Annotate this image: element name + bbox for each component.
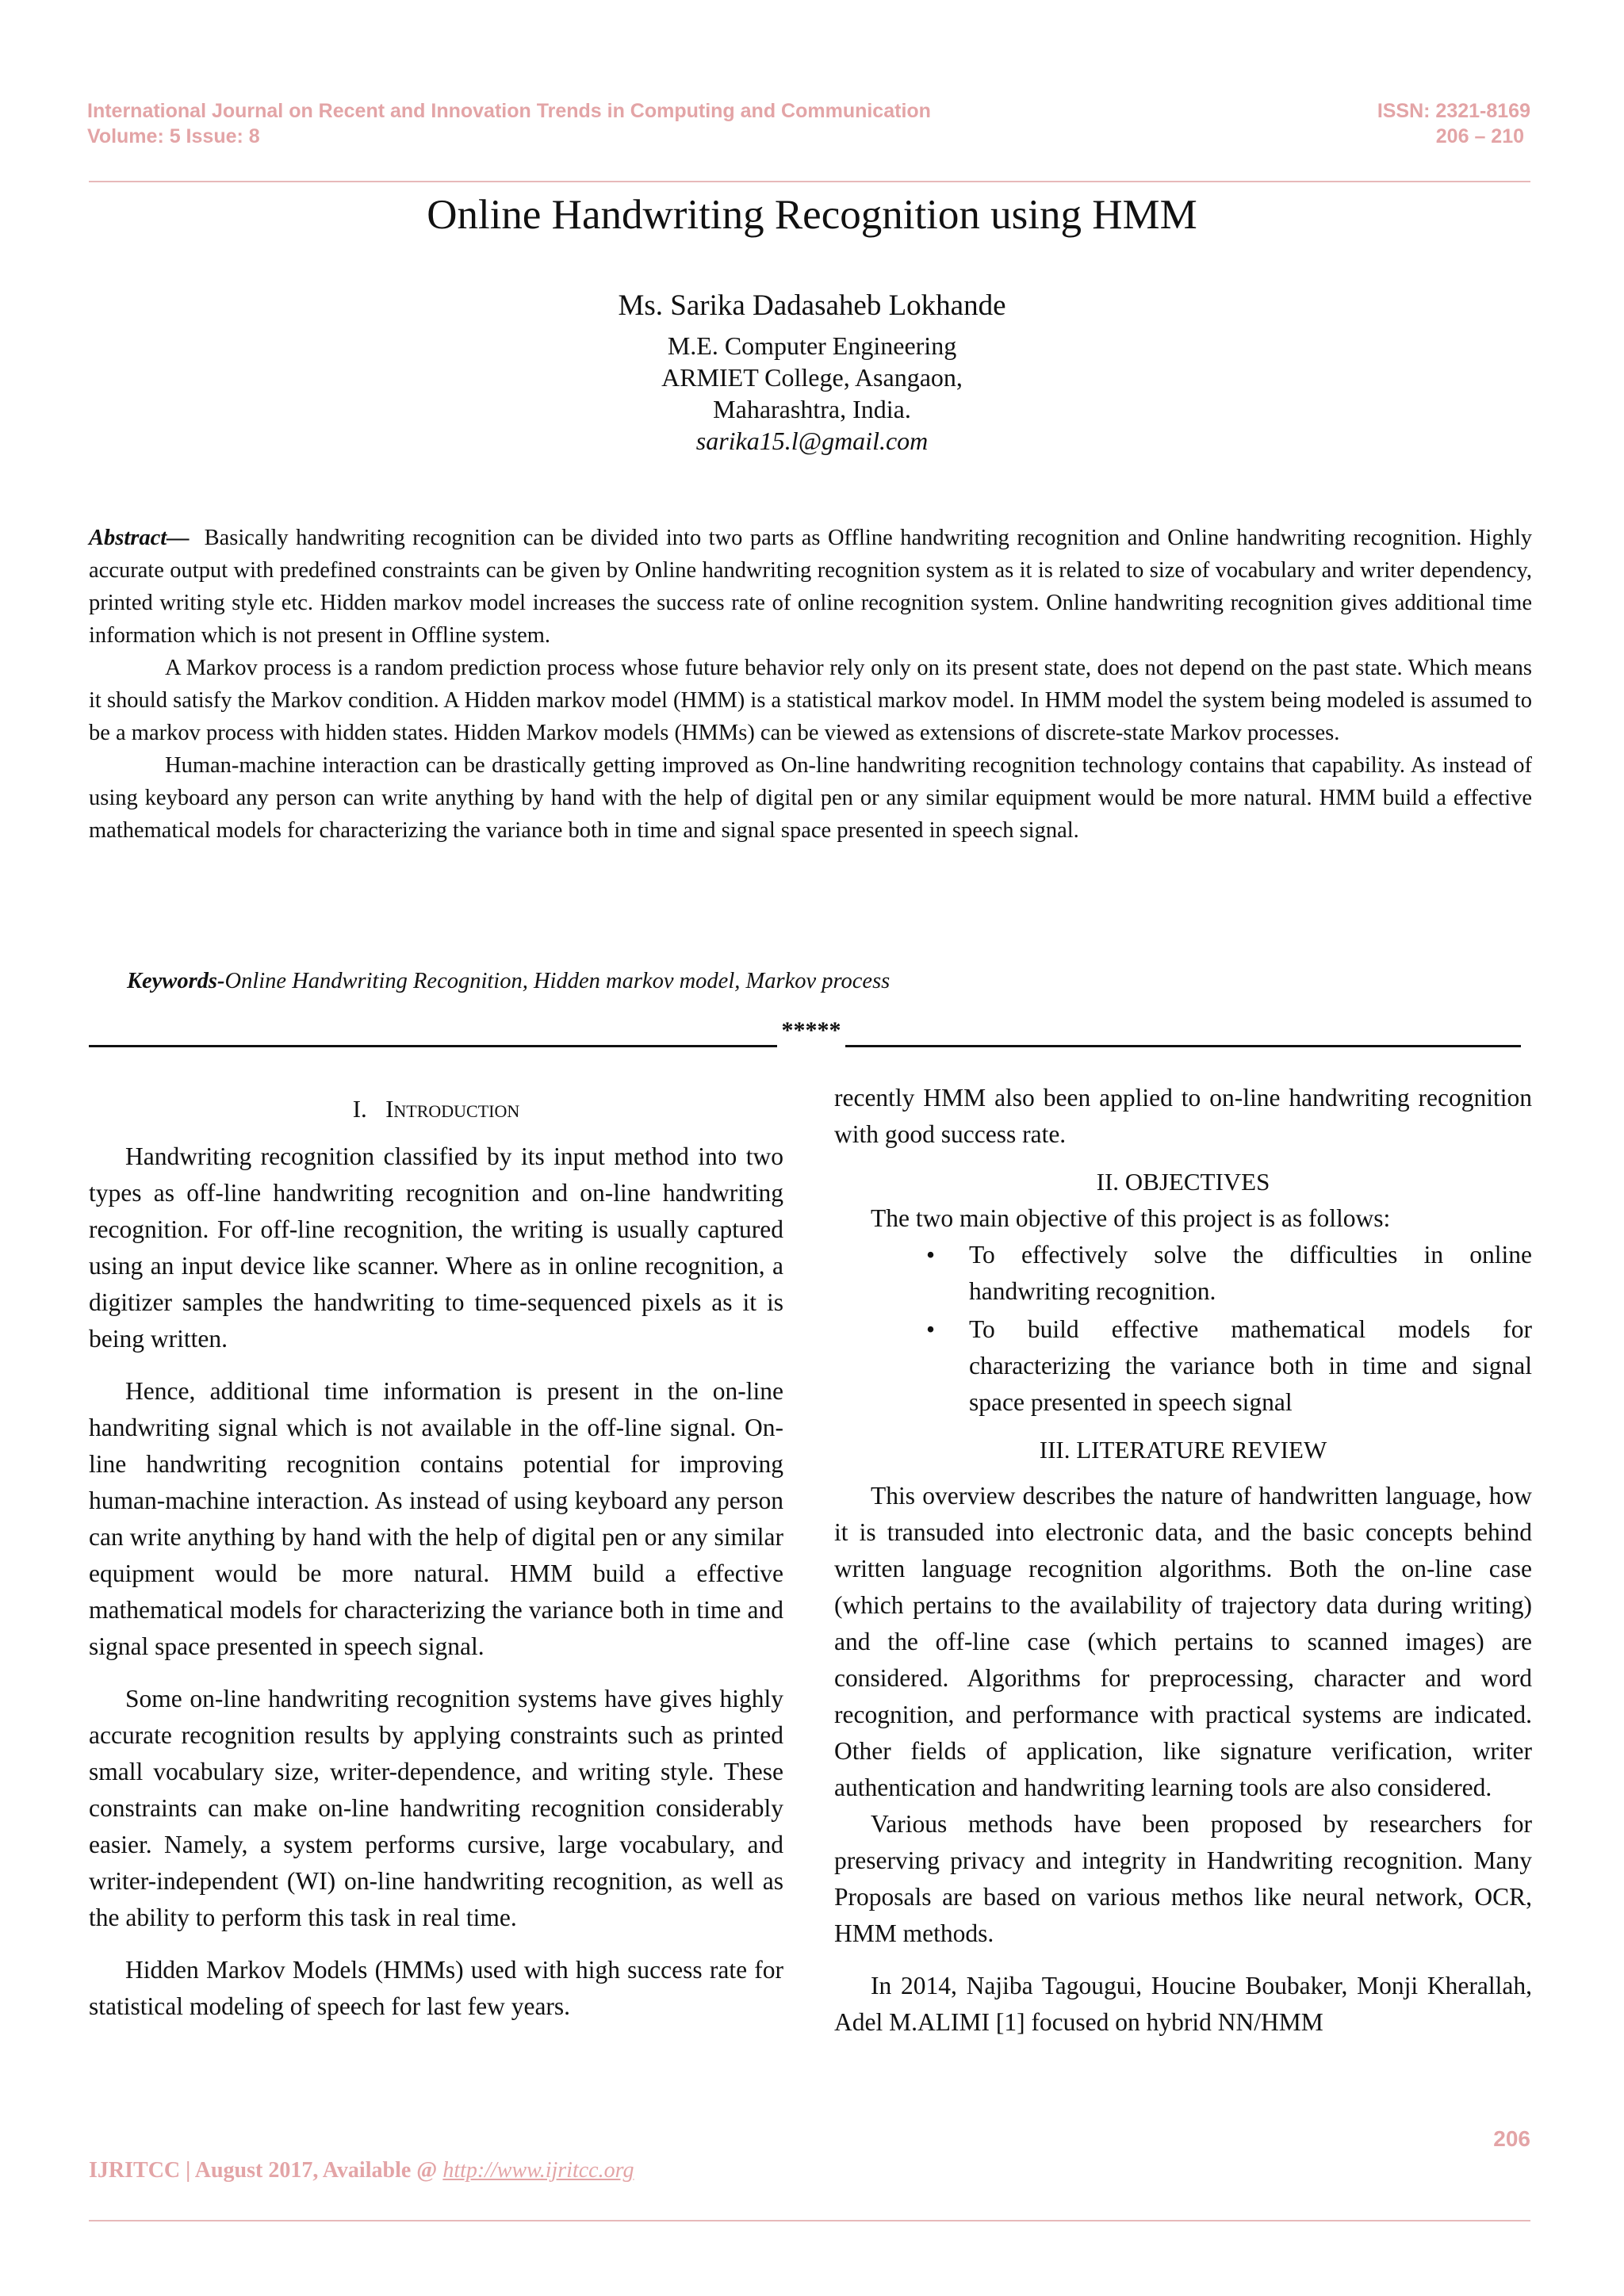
footer-link[interactable]: http://www.ijritcc.org bbox=[442, 2158, 634, 2183]
intro-paragraph-3: Some on-line handwriting recognition systems have gives highly accurate recognition results by applying constraints such as printed small vocabulary size, writer-dependence, and writing style. These constraints can make on-line handwriting recognition considerably easier. Namely, a system performs cursive, large vocabulary, and writer-independent (WI) on-line handwriting recognition, as well as the ability to perform this task in real time. bbox=[89, 1685, 783, 1931]
literature-paragraph-3: In 2014, Najiba Tagougui, Houcine Boubaker, Monji Kherallah, Adel M.ALIMI [1] focused on hybrid NN/HMM bbox=[834, 1972, 1532, 2036]
literature-paragraph-1: This overview describes the nature of handwritten language, how it is transuded into electronic data, and the basic concepts behind written language recognition algorithms. Both the on-line case (which pertains to the availability of trajectory data during writing) and the off-line case (which pertains to scanned images) are considered. Algorithms for preprocessing, character and word recognition, and performance with practical systems are indicated. Other fields of application, like signature verification, writer authentication and handwriting learning tools are also considered. bbox=[834, 1482, 1532, 1801]
objectives-intro: The two main objective of this project is as follows: bbox=[871, 1204, 1391, 1232]
separator-rule-right bbox=[845, 1045, 1521, 1047]
issn: ISSN: 2321-8169 bbox=[1377, 100, 1530, 122]
section-heading-introduction bbox=[89, 1091, 783, 1127]
objective-2: To build effective mathematical models for characterizing the variance both in time and signal space presented in speech signal bbox=[969, 1315, 1532, 1416]
separator-stars: ***** bbox=[781, 1017, 841, 1043]
bullet-icon: • bbox=[926, 1315, 936, 1343]
list-item bbox=[834, 1311, 1532, 1421]
right-column bbox=[834, 1080, 1532, 2041]
author-department: M.E. Computer Engineering bbox=[667, 331, 957, 360]
author-location: Maharashtra, India. bbox=[713, 395, 911, 423]
header-rule bbox=[89, 181, 1530, 182]
abstract-paragraph-1: Basically handwriting recognition can be divided into two parts as Offline handwriting recognition and Online handwriting recognition. Highly accurate output with predefined constraints can be given by Online handwriting recognition system as it is related to size of vocabulary and writer dependency, printed writing style etc. Hidden markov model increases the success rate of online recognition system. Online handwriting recognition gives additional time information which is not present in Offline system. bbox=[89, 526, 1532, 648]
bullet-icon: • bbox=[926, 1241, 936, 1269]
continued-paragraph: recently HMM also been applied to on-line handwriting recognition with good success rate. bbox=[834, 1084, 1532, 1148]
volume-issue: Volume: 5 Issue: 8 bbox=[87, 125, 260, 147]
objective-1: To effectively solve the difficulties in online handwriting recognition. bbox=[969, 1241, 1532, 1305]
abstract-paragraph-2: A Markov process is a random prediction process whose future behavior rely only on its present state, does not depend on the past state. Which means it should satisfy the Markov condition. A Hidden markov model (HMM) is a statistical markov model. In HMM model the system being modeled is assumed to be a markov process with hidden states. Hidden Markov models (HMMs) can be viewed as extensions of discrete-state Markov processes. bbox=[89, 656, 1532, 745]
author-name: Ms. Sarika Dadasaheb Lokhande bbox=[618, 289, 1006, 322]
page-range: 206 – 210 bbox=[1435, 125, 1524, 147]
abstract bbox=[89, 522, 1532, 847]
section-heading-objectives: II. OBJECTIVES bbox=[1096, 1168, 1270, 1196]
page-number: 206 bbox=[1493, 2126, 1530, 2151]
keywords bbox=[127, 967, 890, 996]
literature-paragraph-2: Various methods have been proposed by researchers for preserving privacy and integrity in Handwriting recognition. Many Proposals are based on various methos like neural network, OCR, HMM methods. bbox=[834, 1810, 1532, 1947]
journal-name: International Journal on Recent and Innovation Trends in Computing and Communication bbox=[87, 100, 931, 122]
separator-rule-left bbox=[89, 1045, 777, 1047]
intro-paragraph-4: Hidden Markov Models (HMMs) used with high success rate for statistical modeling of speech for last few years. bbox=[89, 1956, 783, 2020]
list-item bbox=[834, 1237, 1532, 1310]
footer bbox=[89, 2158, 634, 2183]
section-title-introduction: Introduction bbox=[385, 1095, 520, 1123]
author-college: ARMIET College, Asangaon, bbox=[661, 363, 963, 392]
keywords-text: Online Handwriting Recognition, Hidden markov model, Markov process bbox=[224, 969, 891, 993]
footer-text: IJRITCC | August 2017, Available @ bbox=[89, 2158, 443, 2183]
author-email[interactable]: sarika15.l@gmail.com bbox=[695, 427, 929, 455]
objectives-list bbox=[834, 1237, 1532, 1421]
paper-title: Online Handwriting Recognition using HMM bbox=[427, 192, 1197, 238]
intro-paragraph-2: Hence, additional time information is present in the on-line handwriting signal which is not available in the off-line signal. On-line handwriting recognition contains potential for improving human-machine interaction. As instead of using keyboard any person can write anything by hand with the help of digital pen or any similar equipment would be more natural. HMM build a effective mathematical models for characterizing the variance both in time and signal space presented in speech signal. bbox=[89, 1377, 783, 1660]
section-heading-literature-review: III. LITERATURE REVIEW bbox=[1039, 1436, 1327, 1464]
section-number-1: I. bbox=[352, 1095, 367, 1123]
abstract-label: Abstract— bbox=[89, 526, 190, 550]
keywords-label: Keywords- bbox=[127, 969, 225, 993]
intro-paragraph-1: Handwriting recognition classified by its input method into two types as off-line handwriting recognition and on-line handwriting recognition. For off-line recognition, the writing is usually captured using an input device like scanner. Where as in online recognition, a digitizer samples the handwriting to time-sequenced pixels as it is being written. bbox=[89, 1142, 783, 1353]
left-column bbox=[89, 1091, 783, 2025]
footer-rule bbox=[89, 2220, 1530, 2221]
abstract-paragraph-3: Human-machine interaction can be drastically getting improved as On-line handwriting recognition technology contains that capability. As instead of using keyboard any person can write anything by hand with the help of digital pen or any similar equipment would be more natural. HMM build a effective mathematical models for characterizing the variance both in time and signal space presented in speech signal. bbox=[89, 753, 1532, 843]
